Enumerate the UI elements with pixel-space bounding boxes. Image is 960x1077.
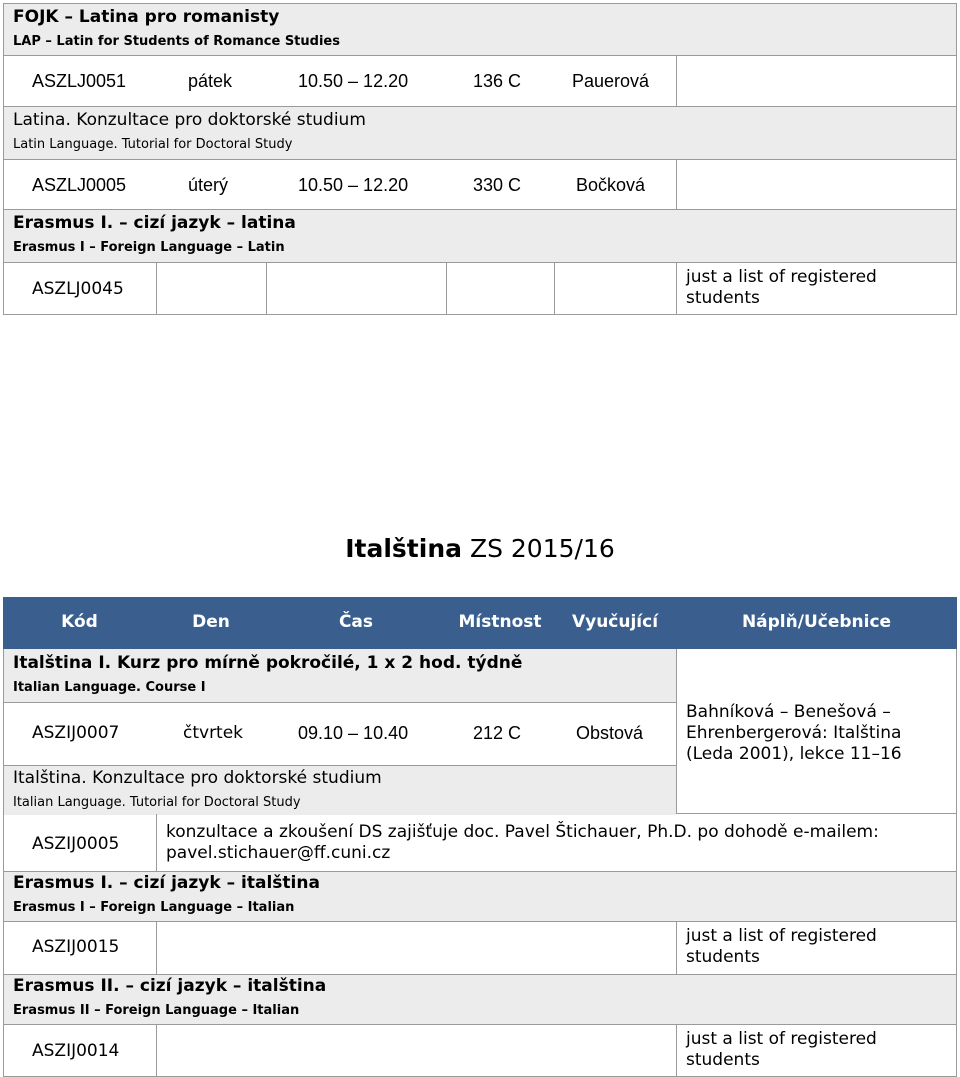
column-header-code: Kód [61, 612, 98, 632]
course-day: úterý [188, 175, 229, 195]
subsection-subtitle: Latin Language. Tutorial for Doctoral Study [13, 137, 293, 152]
course-code: ASZIJ0015 [32, 937, 120, 957]
course-room: 330 C [473, 175, 522, 195]
subsection-subtitle: Erasmus II – Foreign Language – Italian [13, 1003, 300, 1018]
subsection-subtitle: Italian Language. Course I [13, 680, 206, 695]
latin-section-title: FOJK – Latina pro romanisty [13, 7, 280, 27]
course-teacher: Pauerová [572, 71, 650, 91]
column-header-time: Čas [338, 612, 374, 632]
subsection-subtitle: Italian Language. Tutorial for Doctoral Study [13, 795, 301, 810]
course-time: 10.50 – 12.20 [298, 175, 409, 195]
course-room: 212 C [473, 723, 522, 743]
course-time: 10.50 – 12.20 [298, 71, 409, 91]
column-header-room: Místnost [458, 612, 542, 632]
course-room: 136 C [473, 71, 522, 91]
course-note: just a list of registered students [686, 1029, 877, 1070]
course-teacher: Obstová [576, 723, 644, 743]
subsection-title: Erasmus I. – cizí jazyk – italština [13, 873, 320, 893]
course-note: konzultace a zkoušení DS zajišťuje doc. Pavel Štichauer, Ph.D. po dohodě e-mailem: pavel.stichauer@ff.cuni.cz [166, 822, 879, 863]
subsection-title: Erasmus II. – cizí jazyk – italština [13, 976, 327, 996]
course-teacher: Bočková [576, 175, 646, 195]
course-code: ASZLJ0005 [32, 175, 127, 195]
latin-section-subtitle: LAP – Latin for Students of Romance Studies [13, 34, 340, 49]
course-note: just a list of registered students [686, 926, 877, 967]
subsection-title: Erasmus I. – cizí jazyk – latina [13, 213, 296, 233]
course-code: ASZIJ0005 [32, 834, 120, 854]
subsection-title: Latina. Konzultace pro doktorské studium [13, 110, 366, 130]
course-day: pátek [188, 71, 233, 91]
course-time: 09.10 – 10.40 [298, 723, 409, 743]
course-content: Bahníková – Benešová – Ehrenbergerová: Italština (Leda 2001), lekce 11–16 [686, 702, 902, 764]
subsection-subtitle: Erasmus I – Foreign Language – Italian [13, 900, 295, 915]
course-code: ASZLJ0051 [32, 71, 127, 91]
column-header-day: Den [192, 612, 230, 632]
course-note: just a list of registered students [686, 267, 877, 308]
page-title-bold: Italština [345, 534, 462, 563]
subsection-subtitle: Erasmus I – Foreign Language – Latin [13, 240, 285, 255]
course-code: ASZLJ0045 [32, 279, 124, 299]
subsection-title: Italština. Konzultace pro doktorské studium [13, 768, 382, 788]
course-code: ASZIJ0007 [32, 723, 120, 743]
page-title-rest: ZS 2015/16 [469, 534, 615, 563]
column-header-teacher: Vyučující [571, 612, 659, 632]
column-header-content: Náplň/Učebnice [741, 612, 892, 632]
course-code: ASZIJ0014 [32, 1041, 120, 1061]
course-day: čtvrtek [183, 723, 244, 743]
subsection-title: Italština I. Kurz pro mírně pokročilé, 1 x 2 hod. týdně [13, 653, 523, 673]
page-title [0, 534, 960, 563]
